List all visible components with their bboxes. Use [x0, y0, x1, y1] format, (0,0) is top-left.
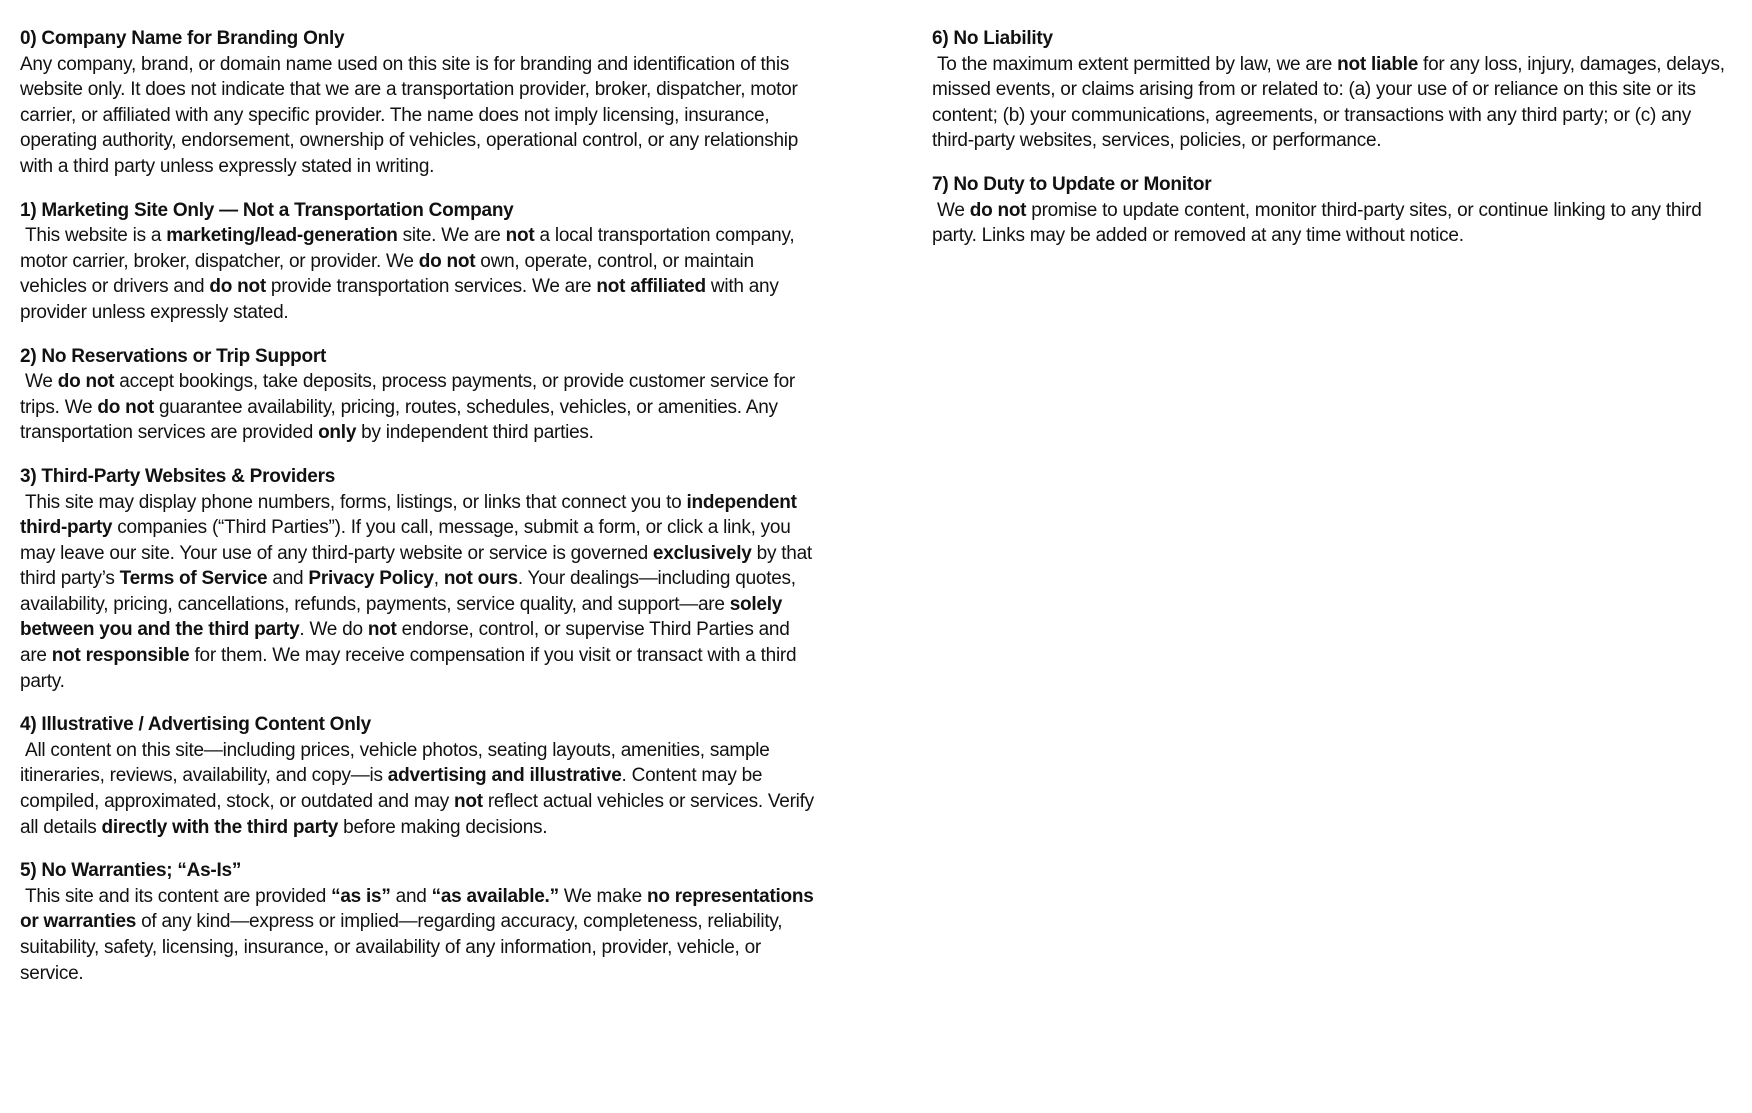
section-text-bold: “as available.” — [431, 885, 559, 907]
section-text: for any loss, injury, damages, delays, missed events, or claims arising from or related to: (a) your use of or reliance on this site or its content; (b) your communications, agreements, or transactions with any third party; or (c) any third-party websites, services, policies, or performance. — [932, 53, 1730, 152]
section-text-bold: do not — [969, 199, 1027, 221]
section-heading: 5) No Warranties; “As-Is” — [20, 860, 242, 882]
section-text-bold: exclusively — [652, 542, 752, 564]
section-text-bold: not liable — [1337, 53, 1419, 75]
disclaimer-section — [20, 344, 820, 446]
section-text-bold: marketing/lead-generation — [166, 225, 398, 247]
section-text-bold: Terms of Service — [119, 568, 268, 590]
section-text-bold: not responsible — [51, 645, 190, 667]
section-text: We make — [558, 885, 648, 907]
section-text: of any kind—express or implied—regarding accuracy, completeness, reliability, suitability, safety, licensing, insurance, or availability of any information, provider, vehicle, or service. — [20, 911, 788, 984]
disclaimer-section — [20, 198, 820, 326]
section-text-bold: solely between you and the third party — [20, 593, 788, 641]
section-text: by that third party’s — [20, 542, 817, 590]
section-text-bold: do not — [418, 250, 476, 272]
section-text: This site may display phone numbers, forms, listings, or links that connect you to — [20, 491, 687, 513]
disclaimer-section — [932, 172, 1732, 249]
section-text-bold: do not — [57, 371, 115, 393]
section-text: own, operate, control, or maintain vehicles or drivers and — [20, 250, 759, 298]
section-text-bold: not affiliated — [596, 276, 706, 298]
section-text: We — [932, 199, 970, 221]
section-text: , — [433, 568, 444, 590]
section-text: and — [267, 568, 309, 590]
section-text-bold: no representations or warranties — [20, 885, 819, 933]
section-text: To the maximum extent permitted by law, we are — [932, 53, 1338, 75]
section-text: a local transportation company, motor carrier, broker, dispatcher, or provider. We — [20, 225, 800, 272]
section-text: companies (“Third Parties”). If you call, message, submit a form, or click a link, you may leave our site. Your use of any third-party website or service is governed — [20, 517, 796, 564]
section-heading: 1) Marketing Site Only — Not a Transportation Company — [20, 199, 514, 221]
section-text: This site and its content are provided — [20, 885, 332, 907]
section-text: . Content may be compiled, approximated, stock, or outdated and may — [20, 765, 768, 813]
section-heading: 7) No Duty to Update or Monitor — [932, 173, 1212, 195]
section-text: provide transportation services. We are — [265, 276, 597, 298]
section-text-bold: not — [505, 225, 535, 247]
section-heading: 6) No Liability — [932, 28, 1053, 49]
section-heading: 0) Company Name for Branding Only — [20, 28, 345, 49]
section-heading: 3) Third-Party Websites & Providers — [20, 465, 336, 487]
section-text: with any provider unless expressly stated. — [20, 276, 784, 323]
section-text: endorse, control, or supervise Third Parties and are — [20, 619, 795, 667]
section-text-bold: not ours — [443, 568, 518, 590]
disclaimer-section — [20, 858, 820, 986]
section-text-bold: do not — [209, 276, 266, 298]
section-text: All content on this site—including prices, vehicle photos, seating layouts, amenities, sample itineraries, reviews, availability, and copy—is — [20, 739, 775, 787]
section-heading: 2) No Reservations or Trip Support — [20, 345, 327, 367]
section-text-bold: not — [454, 791, 483, 813]
disclaimer-section — [932, 26, 1732, 154]
section-text-bold: independent third-party — [20, 491, 802, 539]
section-text-bold: directly with the third party — [101, 816, 339, 838]
disclaimer-columns — [20, 26, 1732, 1026]
section-text-bold: do not — [97, 396, 154, 418]
section-text: for them. We may receive compensation if you visit or transact with a third party. — [20, 645, 802, 692]
section-text: reflect actual vehicles or services. Verify all details — [20, 791, 819, 838]
section-text: We — [20, 371, 58, 393]
disclaimer-section — [20, 712, 820, 840]
disclaimer-section — [20, 464, 820, 694]
section-text: by independent third parties. — [356, 422, 594, 444]
section-text-bold: “as is” — [331, 885, 391, 907]
section-text-bold: advertising and illustrative — [387, 765, 622, 787]
section-text: site. We are — [397, 225, 506, 247]
section-text: guarantee availability, pricing, routes, schedules, vehicles, or amenities. Any transportation services are provided — [20, 396, 783, 444]
section-text: . Your dealings—including quotes, availability, pricing, cancellations, refunds, payments, service quality, and support—are — [20, 568, 801, 615]
section-text-bold: not — [367, 619, 397, 641]
section-text-bold: Privacy Policy — [308, 568, 434, 590]
section-text: accept bookings, take deposits, process payments, or provide customer service for trips. We — [20, 371, 800, 418]
section-text: before making decisions. — [338, 816, 548, 838]
section-text: This website is a — [20, 225, 167, 247]
disclaimer-section — [20, 26, 820, 180]
section-text-bold: only — [318, 422, 357, 444]
section-text: Any company, brand, or domain name used on this site is for branding and identification of this website only. It does not indicate that we are a transportation provider, broker, dispatcher, motor carrier, or affiliated with any specific provider. The name does not imply licensing, insurance, operating authority, endorsement, ownership of vehicles, operational control, or any relationship with a third party unless expressly stated in writing. — [20, 53, 804, 177]
section-heading: 4) Illustrative / Advertising Content Only — [20, 714, 371, 736]
section-text: . We do — [299, 619, 368, 641]
section-text: promise to update content, monitor third-party sites, or continue linking to any third party. Links may be added or removed at any time without notice. — [932, 199, 1707, 247]
section-text: and — [390, 885, 432, 907]
